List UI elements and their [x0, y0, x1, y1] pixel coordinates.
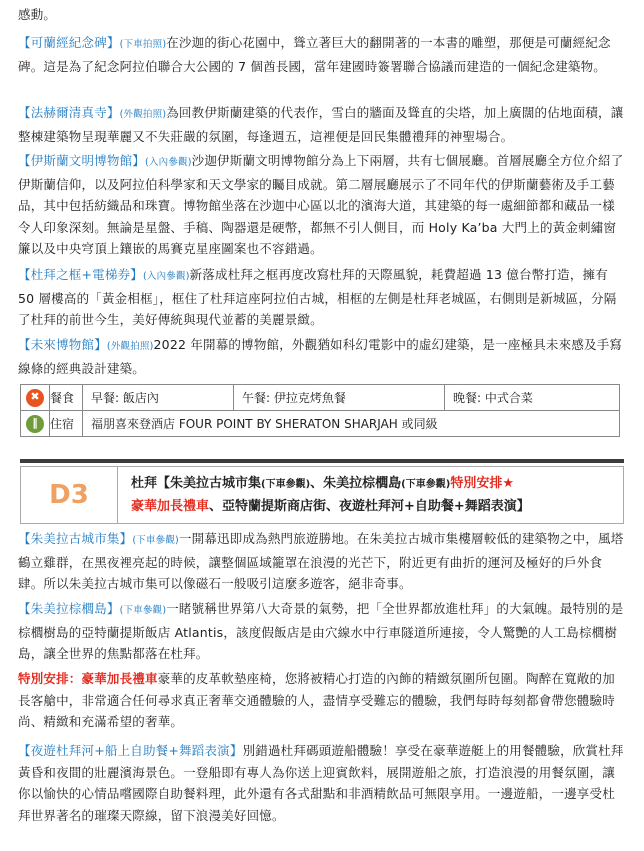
- section-tag: 【伊斯蘭文明博物館】: [18, 153, 146, 168]
- paragraph-palm-jumeirah: 【朱美拉棕櫚島】(下車參觀)一睹號稱世界第八大奇景的氣勢，把「全世界都放進杜拜」的大氣魄。最特別的是棕櫚樹島的亞特蘭提斯飯店 Atlantis，該度假飯店是由穴線水中行車隧道所連接，令人驚艷的人工島棕櫚樹島，讓全世界的焦點都落在杜拜。: [18, 601, 624, 661]
- paragraph-intro-end: 感動。: [18, 7, 57, 22]
- meal-icon-cell: [21, 385, 50, 411]
- visit-note: (下車拍照): [119, 39, 167, 50]
- day-divider: [20, 459, 624, 463]
- paragraph-islamic-museum: 【伊斯蘭文明博物館】(入內參觀)沙迦伊斯蘭文明博物館分為上下兩層，共有七個展廳。首層展廳全方位介紹了伊斯蘭信仰，以及阿拉伯科學家和天文學家的矚目成就。第二層展廳展示了不同年代的伊斯蘭藝術及手工藝品，其中包括紡織品和珠寶。博物館坐落在沙迦中心區以北的濱海大道，其建築的每一處細節都和藏品一樣令人印象深刻。無論是星盤、手稿、陶器還是硬幣，都無不引人側目，而 Holy Ka’ba 大門上的黃金刺繡窗簾以及中央穹頂上鑲嵌的馬賽克星座圖案也不容錯過。: [18, 153, 624, 256]
- dinner-cell: 晚餐: 中式合菜: [445, 385, 620, 411]
- meal-row: [21, 385, 620, 411]
- day-header: [20, 466, 624, 524]
- visit-note: (外觀拍照): [106, 341, 154, 352]
- bed-icon: ‖: [26, 415, 44, 433]
- day-label: D3: [21, 467, 118, 523]
- limousine-label: 豪華加長禮車: [131, 499, 210, 514]
- hotel-label: 住宿: [50, 411, 83, 437]
- visit-note: (入內參觀): [145, 157, 192, 168]
- day-title: 杜拜【朱美拉古城市集(下車參觀)、朱美拉棕櫚島(下車參觀)特別安排★ 豪華加長禮車、亞特蘭提斯商店街、夜遊杜拜河+自助餐+舞蹈表演】: [131, 476, 530, 514]
- section-tag: 【杜拜之框+電梯券】: [18, 267, 143, 282]
- visit-note: (下車參觀): [119, 605, 167, 616]
- section-tag: 【可蘭經紀念碑】: [18, 35, 120, 50]
- visit-note: (外觀拍照): [119, 109, 167, 120]
- visit-note: (下車參觀): [132, 535, 179, 546]
- paragraph-dubai-frame: 【杜拜之框+電梯券】(入內參觀)新落成杜拜之框再度改寫杜拜的天際風貌，耗費超過 13 億台幣打造，擁有 50 層樓高的「黃金相框」，框住了杜拜這座阿拉伯古城，相框的左側是杜拜老城區，右側則是新城區，分隔了杜拜的前世今生，美好傳統與現代並蓄的美麗景緻。: [18, 267, 617, 327]
- hotel-row: [21, 411, 620, 437]
- paragraph-madinat-jumeirah: 【朱美拉古城市集】(下車參觀)一開幕迅即成為熱門旅遊勝地。在朱美拉古城市集樓層較低的建築物之中，風塔鶴立雞群，在黑夜裡亮起的時候，讓整個區域籠罩在浪漫的光芒下，附近更有曲折的運河及極好的戶外食肆。所以朱美拉古城市集可以像磁石一般吸引這麼多遊客，絕非奇事。: [18, 531, 624, 591]
- section-tag: 【朱美拉古城市集】: [18, 531, 133, 546]
- utensils-icon: ✖: [26, 389, 44, 407]
- paragraph-faisal-mosque: 【法赫爾清真寺】(外觀拍照)為回教伊斯蘭建築的代表作，雪白的牆面及聳直的尖塔，加上廣闊的佔地面積，讓整棟建築物呈現華麗又不失莊嚴的氛圍，每逢週五，這裡便是回民集體禮拜的神聖場合。: [18, 105, 624, 144]
- paragraph-future-museum: 【未來博物館】(外觀拍照)2022 年開幕的博物館，外觀猶如科幻電影中的虛幻建築，是一座極具未來感及手寫線條的經典設計建築。: [18, 337, 623, 376]
- meal-label: 餐食: [50, 385, 83, 411]
- paragraph-quran-monument: 【可蘭經紀念碑】(下車拍照)在沙迦的街心花園中，聳立著巨大的翻開著的一本書的雕塑，那便是可蘭經紀念碑。這是為了紀念阿拉伯聯合大公國的 7 個酋長國，當年建國時簽署聯合協議而建造的一個紀念建築物。: [18, 35, 611, 74]
- lunch-cell: 午餐: 伊拉克烤魚餐: [234, 385, 445, 411]
- hotel-icon-cell: [21, 411, 50, 437]
- special-tag: 特別安排：豪華加長禮車: [18, 671, 158, 686]
- breakfast-cell: 早餐: 飯店內: [83, 385, 234, 411]
- special-arrangement-label: 特別安排★: [450, 476, 514, 491]
- paragraph-limousine: 特別安排：豪華加長禮車豪華的皮革軟墊座椅，您將被精心打造的內飾的精緻氛圍所包圍。陶醉在寬敞的加長客艙中，非常適合任何尋求真正奢華交通體驗的人，盡情享受難忘的體驗，我們每時每刻都會帶您體驗時尚、精緻和充滿希望的奢華。: [18, 671, 615, 729]
- section-tag: 【朱美拉棕櫚島】: [18, 601, 120, 616]
- paragraph-dubai-creek-cruise: 【夜遊杜拜河+船上自助餐+舞蹈表演】別錯過杜拜碼頭遊船體驗！享受在豪華遊艇上的用餐體驗，欣賞杜拜黃昏和夜間的壯麗濱海景色。一登船即有專人為你送上迎賓飲料，展開遊船之旅，打造浪漫的用餐氛圍，讓你以愉快的心情品嚐國際自助餐料理，此外還有各式甜點和非酒精飲品可無限享用。一邊遊船，一邊享受杜拜世界著名的璀璨天際線，留下浪漫美好回憶。: [18, 743, 624, 823]
- section-tag: 【未來博物館】: [18, 337, 107, 352]
- meal-hotel-table: [20, 384, 620, 437]
- section-tag: 【夜遊杜拜河+船上自助餐+舞蹈表演】: [18, 743, 243, 758]
- visit-note: (入內參觀): [142, 271, 190, 282]
- section-tag: 【法赫爾清真寺】: [18, 105, 120, 120]
- hotel-name-cell: 福朋喜來登酒店 FOUR POINT BY SHERATON SHARJAH 或同級: [83, 411, 620, 437]
